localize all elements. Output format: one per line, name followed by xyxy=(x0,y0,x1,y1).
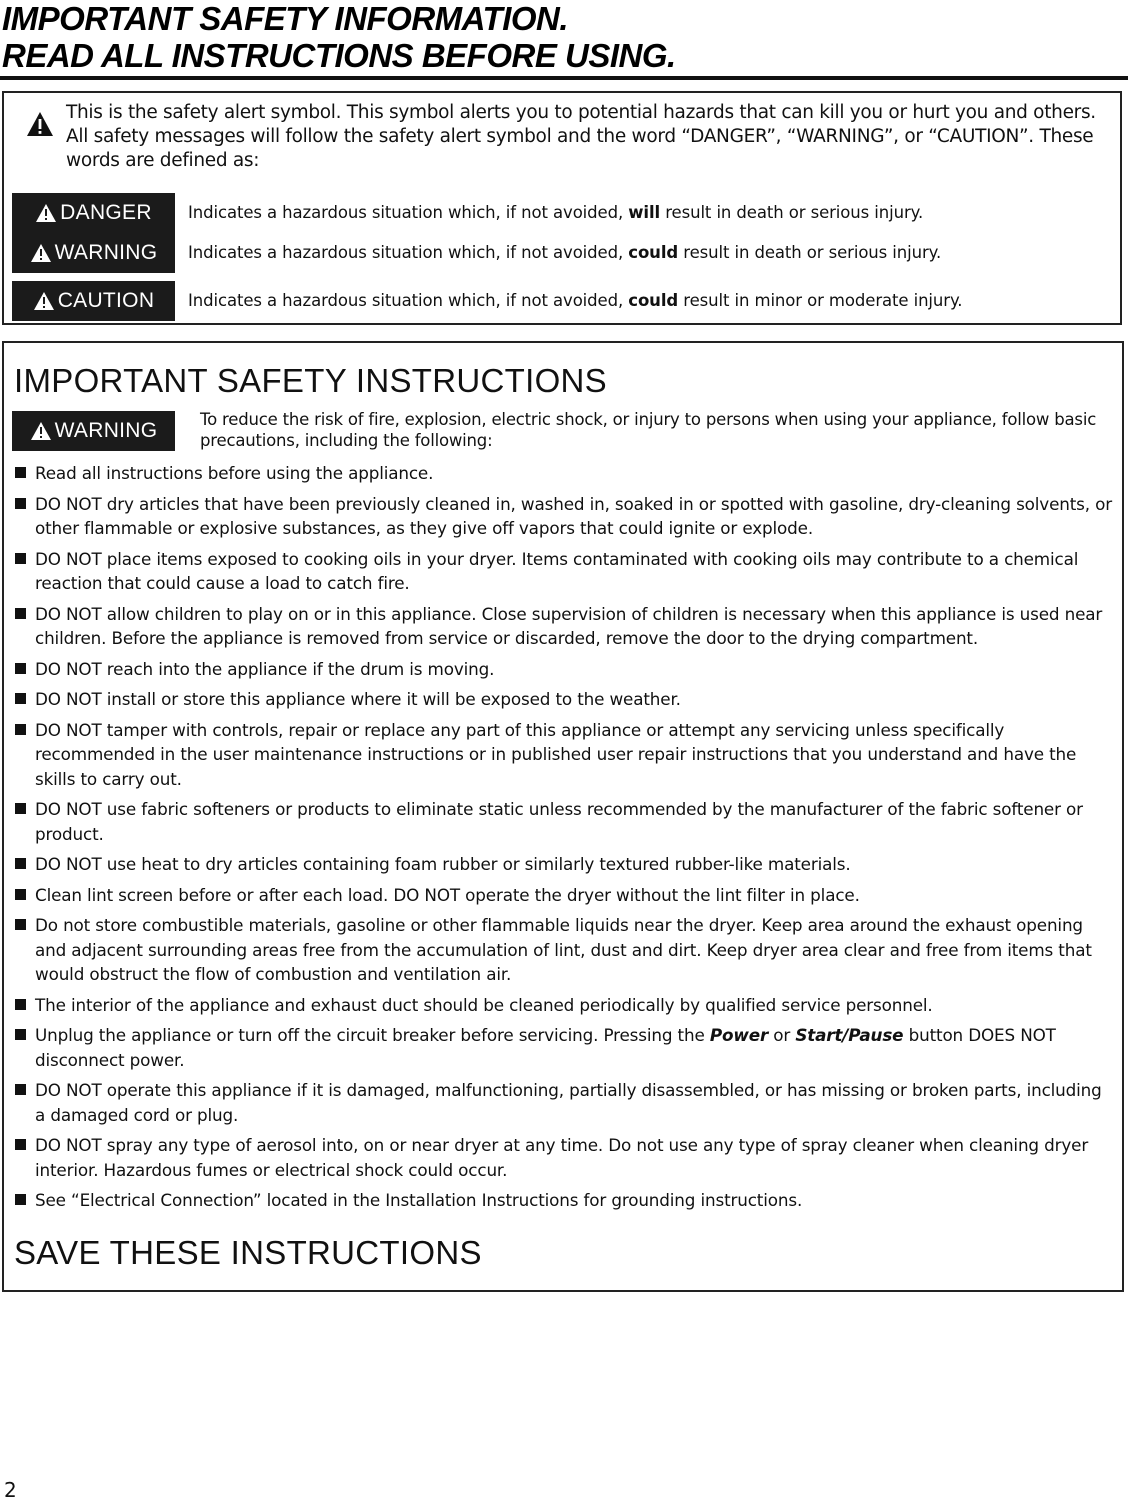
header-line-2: READ ALL INSTRUCTIONS BEFORE USING. xyxy=(2,37,676,74)
bullet-square-icon xyxy=(15,803,26,814)
unplug-text-pre: Unplug the appliance or turn off the circuit breaker before servicing. Pressing the xyxy=(35,1025,710,1045)
list-item-text: DO NOT place items exposed to cooking oils in your dryer. Items contaminated with cooking oils may contribute to a chemical reaction that could cause a load to catch fire. xyxy=(35,548,1079,593)
list-item xyxy=(13,602,1113,651)
list-item-text: DO NOT dry articles that have been previously cleaned in, washed in, soaked in or spotted with gasoline, dry-cleaning solvents, or other flammable or explosive substances, as they give off vapors that could ignite or explode. xyxy=(35,493,1112,538)
bullet-square-icon xyxy=(15,693,26,704)
bullet-square-icon xyxy=(15,919,26,930)
header-rule xyxy=(0,76,1128,80)
list-item xyxy=(13,687,1113,712)
caution-label xyxy=(12,281,175,321)
danger-desc-post: result in death or serious injury. xyxy=(660,203,924,222)
danger-desc-emphasis: will xyxy=(628,203,661,222)
unplug-text-post: button DOES NOT disconnect power. xyxy=(35,1025,1056,1070)
bullet-square-icon xyxy=(15,1084,26,1095)
instructions-warning-row xyxy=(12,409,1112,457)
list-item xyxy=(13,461,1113,486)
list-item xyxy=(13,547,1113,596)
list-item xyxy=(13,993,1113,1018)
power-button-ref: Power xyxy=(709,1025,769,1045)
list-item-unplug xyxy=(13,1023,1113,1072)
list-item xyxy=(13,1078,1113,1127)
warning-desc-pre: Indicates a hazardous situation which, if not avoided, xyxy=(188,243,629,262)
alert-triangle-icon xyxy=(30,421,52,441)
list-item-text: DO NOT install or store this appliance where it will be exposed to the weather. xyxy=(35,689,681,709)
bullet-square-icon xyxy=(15,608,26,619)
bullet-square-icon xyxy=(15,467,26,478)
bullet-square-icon xyxy=(15,858,26,869)
bullet-square-icon xyxy=(15,1029,26,1040)
signal-row-warning xyxy=(12,233,1112,273)
safety-instructions-box xyxy=(2,341,1124,1292)
list-item xyxy=(13,718,1113,792)
bullet-square-icon xyxy=(15,498,26,509)
list-item-text: DO NOT spray any type of aerosol into, on or near dryer at any time. Do not use any type of spray cleaner when cleaning dryer interior. Hazardous fumes or electrical shock could occur. xyxy=(35,1135,1089,1180)
caution-desc-emphasis: could xyxy=(628,291,679,310)
warning-description xyxy=(188,233,941,273)
warning-label xyxy=(12,233,175,273)
list-item-text: DO NOT use heat to dry articles containing foam rubber or similarly textured rubber-like materials. xyxy=(35,854,851,874)
bullet-square-icon xyxy=(15,663,26,674)
warning-label-text: WARNING xyxy=(54,241,158,264)
save-instructions-title: SAVE THESE INSTRUCTIONS xyxy=(14,1234,482,1271)
header-line-1: IMPORTANT SAFETY INFORMATION. xyxy=(2,0,569,37)
list-item xyxy=(13,913,1113,987)
signal-row-caution xyxy=(12,281,1112,321)
signal-row-danger xyxy=(12,193,1112,233)
danger-description xyxy=(188,193,923,233)
instructions-warning-text: To reduce the risk of fire, explosion, electric shock, or injury to persons when using your appliance, follow basic precautions, including the following: xyxy=(200,410,1097,450)
bullet-square-icon xyxy=(15,889,26,900)
unplug-text-or: or xyxy=(768,1025,796,1045)
alert-intro-text: This is the safety alert symbol. This symbol alerts you to potential hazards that can kill you or hurt you and others. All safety messages will follow the safety alert symbol and the word “DANGER”, “WARNING”, or “CAUTION”. These words are defined as: xyxy=(66,102,1096,171)
warning-desc-emphasis: could xyxy=(628,243,679,262)
page-number: 2 xyxy=(4,1478,17,1502)
instruction-list xyxy=(13,461,1113,1219)
caution-description xyxy=(188,281,962,321)
caution-desc-pre: Indicates a hazardous situation which, if not avoided, xyxy=(188,291,629,310)
list-item-text: See “Electrical Connection” located in the Installation Instructions for grounding instructions. xyxy=(35,1190,803,1210)
instructions-title: IMPORTANT SAFETY INSTRUCTIONS xyxy=(14,362,607,399)
alert-triangle-icon xyxy=(33,291,55,311)
instructions-warning-label xyxy=(12,411,175,451)
list-item-text: Read all instructions before using the appliance. xyxy=(35,463,434,483)
list-item-text: The interior of the appliance and exhaust duct should be cleaned periodically by qualified service personnel. xyxy=(35,994,933,1015)
safety-alert-box xyxy=(2,91,1122,325)
list-item-text: Clean lint screen before or after each load. DO NOT operate the dryer without the lint filter in place. xyxy=(35,884,860,905)
bullet-square-icon xyxy=(15,1194,26,1205)
list-item xyxy=(13,492,1113,541)
list-item-text: DO NOT allow children to play on or in this appliance. Close supervision of children is necessary when this appliance is used near children. Before the appliance is removed from service or discarded, remove the door to the drying compartment. xyxy=(35,603,1103,648)
caution-label-text: CAUTION xyxy=(57,289,155,312)
list-item xyxy=(13,1188,1113,1213)
safety-alert-icon xyxy=(26,111,54,137)
start-pause-button-ref: Start/Pause xyxy=(795,1025,904,1045)
list-item-text: DO NOT tamper with controls, repair or replace any part of this appliance or attempt any servicing unless specifically recommended in the user maintenance instructions or in published user repair instructions that you understand and have the skills to carry out. xyxy=(35,719,1077,789)
danger-label xyxy=(12,193,175,233)
bullet-square-icon xyxy=(15,1139,26,1150)
alert-triangle-icon xyxy=(35,203,57,223)
danger-desc-pre: Indicates a hazardous situation which, if not avoided, xyxy=(188,203,629,222)
list-item xyxy=(13,657,1113,682)
alert-triangle-icon xyxy=(30,243,52,263)
list-item-text: DO NOT operate this appliance if it is damaged, malfunctioning, partially disassembled, or has missing or broken parts, including a damaged cord or plug. xyxy=(35,1080,1102,1125)
bullet-square-icon xyxy=(15,999,26,1010)
list-item-text: DO NOT use fabric softeners or products to eliminate static unless recommended by the manufacturer of the fabric softener or product. xyxy=(35,799,1083,844)
instructions-warning-label-text: WARNING xyxy=(54,419,158,442)
bullet-square-icon xyxy=(15,724,26,735)
caution-desc-post: result in minor or moderate injury. xyxy=(678,291,963,310)
list-item xyxy=(13,1133,1113,1182)
list-item-text: Do not store combustible materials, gasoline or other flammable liquids near the dryer. Keep area around the exhaust opening and adjacent surrounding areas free from the accumulation of lint, dust and dirt. Keep dryer area clear and free from items that would obstruct the flow of combustion and ventilation air. xyxy=(35,915,1092,984)
list-item xyxy=(13,797,1113,846)
page-header xyxy=(2,0,1126,74)
warning-desc-post: result in death or serious injury. xyxy=(678,243,942,262)
list-item xyxy=(13,852,1113,877)
bullet-square-icon xyxy=(15,553,26,564)
list-item-text: DO NOT reach into the appliance if the drum is moving. xyxy=(35,658,495,679)
danger-label-text: DANGER xyxy=(60,201,152,224)
list-item xyxy=(13,883,1113,908)
